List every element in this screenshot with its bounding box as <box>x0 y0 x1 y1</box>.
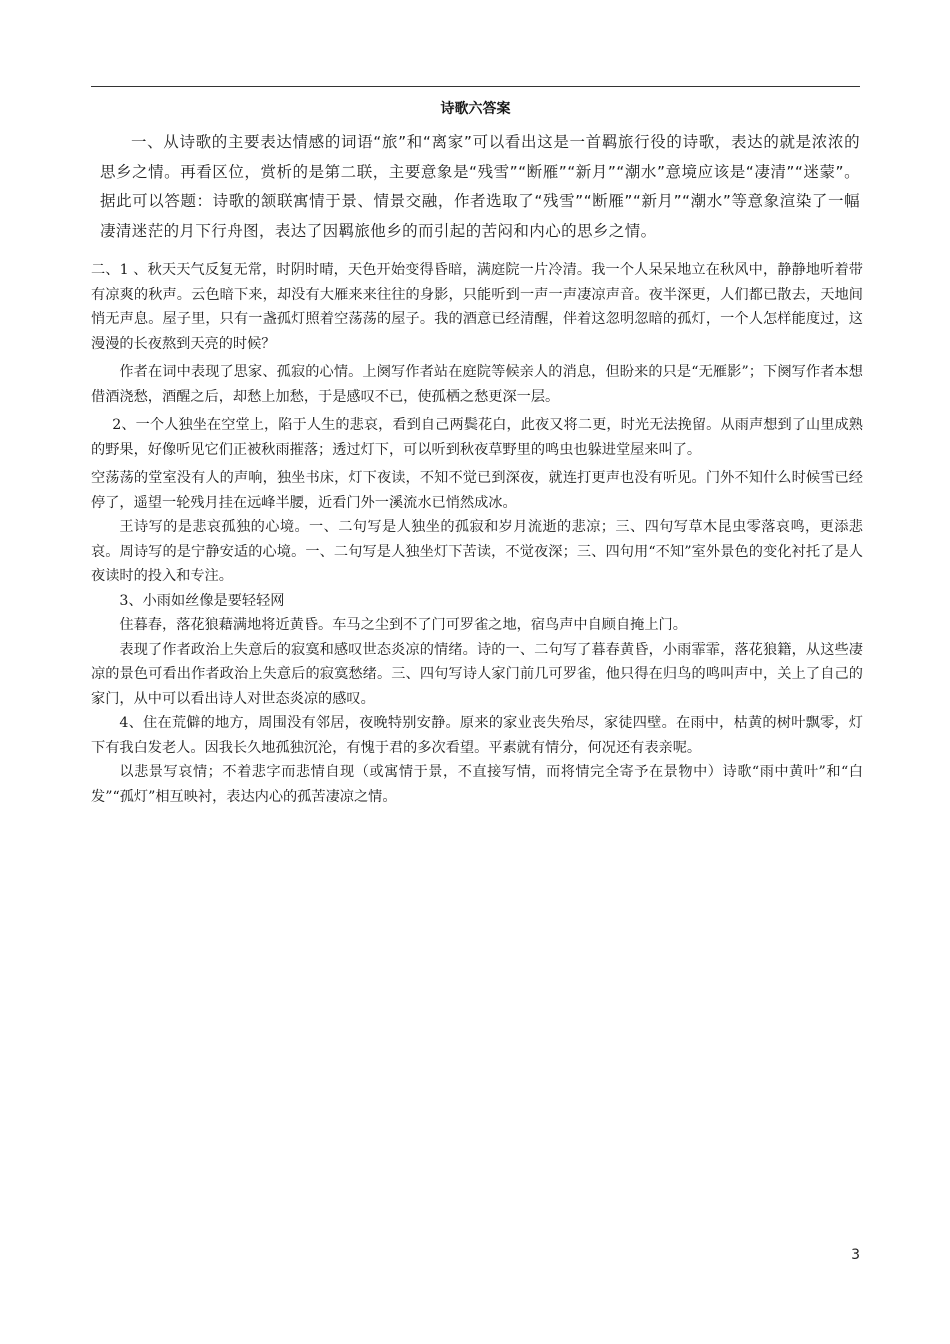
answer-paragraph: 二、1 、秋天天气反复无常，时阴时晴，天色开始变得昏暗，满庭院一片冷清。我一个人呆呆地立在秋风中，静静地听着带有凉爽的秋声。云色暗下来，却没有大雁来来往往的身影，只能听到一声一声凄凉声音。夜半深更，人们都已散去，天地间悄无声息。屋子里，只有一盏孤灯照着空荡荡的屋子。我的酒意已经清醒，伴着这忽明忽暗的孤灯，一个人怎样能度过，这漫漫的长夜熬到天亮的时候？ <box>91 262 863 352</box>
answer-paragraph: 表现了作者政治上失意后的寂寞和感叹世态炎凉的情绪。诗的一、二句写了暮春黄昏，小雨霏霏，落花狼籍，从这些凄凉的景色可看出作者政治上失意后的寂寞愁绪。三、四句写诗人家门前几可罗雀，他只得在归鸟的鸣叫声中，关上了自己的家门，从中可以看出诗人对世态炎凉的感叹。 <box>91 641 863 707</box>
answer-paragraph: 空荡荡的堂室没有人的声响，独坐书床，灯下夜读，不知不觉已到深夜，就连打更声也没有听见。门外不知什么时候雪已经停了，遥望一轮残月挂在远峰半腰，近看门外一溪流水已悄然成冰。 <box>91 470 863 511</box>
answer-paragraph: 一、从诗歌的主要表达情感的词语“旅”和“离家”可以看出这是一首羁旅行役的诗歌，表达的就是浓浓的思乡之情。再看区位，赏析的是第二联，主要意象是“残雪”“断雁”“新月”“潮水”意境应该是“凄清”“迷蒙”。据此可以答题：诗歌的颔联寓情于景、情景交融，作者选取了“残雪”“断雁”“新月”“潮水”等意象渲染了一幅凄清迷茫的月下行舟图，表达了因羁旅他乡的而引起的苦闷和内心的思乡之情。 <box>100 133 860 240</box>
header-rule <box>91 86 860 87</box>
answer-paragraph: 作者在词中表现了思家、孤寂的心情。上阕写作者站在庭院等候亲人的消息，但盼来的只是“无雁影”；下阕写作者本想借酒浇愁，酒醒之后，却愁上加愁，于是感叹不已，使孤栖之愁更深一层。 <box>91 364 863 405</box>
answer-section-2 <box>91 258 863 809</box>
answer-paragraph: 以悲景写哀情；不着悲字而悲情自现（或寓情于景，不直接写情，而将情完全寄予在景物中）诗歌“雨中黄叶”和“白发”“孤灯”相互映衬，表达内心的孤苦凄凉之情。 <box>91 764 863 805</box>
answer-paragraph: 王诗写的是悲哀孤独的心境。一、二句写是人独坐的孤寂和岁月流逝的悲凉；三、四句写草木昆虫零落哀鸣，更添悲哀。周诗写的是宁静安适的心境。一、二句写是人独坐灯下苦读，不觉夜深；三、四句用“不知”室外景色的变化衬托了是人夜读时的投入和专注。 <box>91 519 863 584</box>
answer-paragraph: 3、小雨如丝像是要轻轻网 <box>119 592 285 609</box>
scanned-answer-section-1 <box>100 128 860 246</box>
answer-paragraph: 4、住在荒僻的地方，周围没有邻居，夜晚特别安静。原来的家业丧失殆尽，家徒四壁。在雨中，枯黄的树叶飘零，灯下有我白发老人。因我长久地孤独沉沦，有愧于君的多次看望。平素就有情分，何况还有表亲呢。 <box>91 715 863 756</box>
answer-paragraph: 2、一个人独坐在空堂上，陷于人生的悲哀，看到自己两鬓花白，此夜又将二更，时光无法挽留。从雨声想到了山里成熟的野果，好像听见它们正被秋雨摧落；透过灯下，可以听到秋夜草野里的鸣虫也躲进堂屋来叫了。 <box>91 417 863 458</box>
page-title: 诗歌六答案 <box>440 101 511 117</box>
answer-paragraph: 住暮春，落花狼藉满地将近黄昏。车马之尘到不了门可罗雀之地，宿鸟声中自顾自掩上门。 <box>119 617 687 633</box>
page-number: 3 <box>851 1247 860 1263</box>
